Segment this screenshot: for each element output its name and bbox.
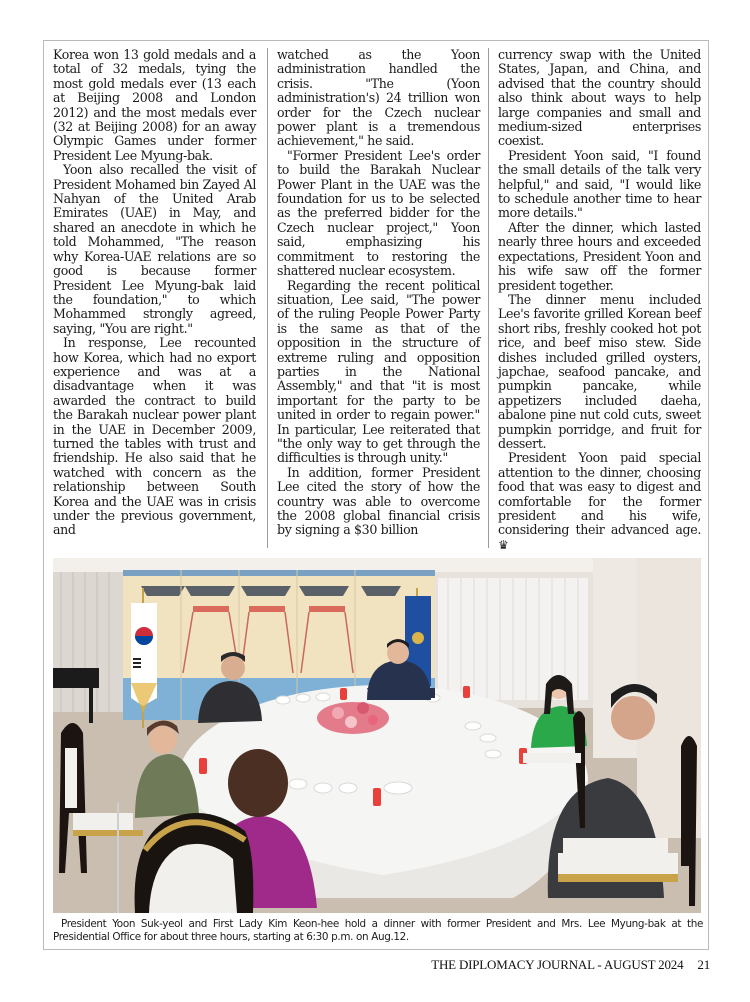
- article-frame: [43, 40, 709, 950]
- paragraph: The dinner menu included Lee's favorite grilled Korean beef short ribs, freshly cooked hot pot rice, and beef miso stew. Side dishes included grilled oysters, japchae, seafood pancake, and pumpkin pancake, while appetizers included daeha, abalone pine nut cold cuts, sweet pumpkin porridge, and fruit for dessert.: [498, 291, 701, 451]
- paragraph: watched as the Yoon administration handled the crisis. "The (Yoon administration's) 24 trillion won order for the Czech nuclear power plant is a tremendous achievement," he said.: [277, 47, 480, 149]
- paragraph: Korea won 13 gold medals and a total of 32 medals, tying the most gold medals ever (13 each at Beijing 2008 and London 2012) and the most medals ever (32 at Beijing 2008) for an away Olympic Games under former President Lee Myung-bak.: [53, 47, 256, 163]
- dinner-photo-illustration: [53, 558, 701, 913]
- page-footer: [431, 957, 710, 973]
- article-column-1: [53, 48, 256, 538]
- caption-line-2: Presidential Office for about three hours, starting at 6:30 p.m. on Aug.12.: [53, 930, 409, 943]
- paragraph: Regarding the recent political situation, Lee said, "The power of the ruling People Power Party is the same as that of the opposition in the structure of extreme ruling and opposition parties in the National Assembly," and that "it is most important for the party to be united in order to regain power." In particular, Lee reiterated that "the only way to get through the difficulties is through unity.": [277, 277, 480, 466]
- caption-line-1: President Yoon Suk-yeol and First Lady Kim Keon-hee hold a dinner with former President and Mrs. Lee Myung-bak at the: [61, 918, 703, 930]
- article-column-3: [498, 48, 701, 552]
- paragraph: In addition, former President Lee cited the story of how the country was able to overcome the 2008 global financial crisis by signing a $30 billion: [277, 464, 480, 538]
- paragraph-text: President Yoon paid special attention to the dinner, choosing food that was easy to digest and comfortable for the former president and his wife, considering their advanced age.: [498, 450, 701, 538]
- paragraph: currency swap with the United States, Japan, and China, and advised that the country should also think about ways to help large companies and small and medium-sized enterprises coexist.: [498, 47, 701, 149]
- article-column-2: [277, 48, 480, 538]
- photo-caption: [53, 918, 703, 943]
- page-number: 21: [697, 957, 710, 972]
- article-columns: [53, 47, 701, 552]
- column-divider: [488, 48, 489, 548]
- paragraph: President Yoon said, "I found the small details of the talk very helpful," and said, "I would like to schedule another time to hear more details.": [498, 147, 701, 221]
- paragraph: In response, Lee recounted how Korea, which had no export experience and was at a disadvantage when it was awarded the contract to build the Barakah nuclear power plant in the UAE in December 2009, turned the tables with trust and friendship. He also said that he watched with concern as the relationship between South Korea and the UAE was in crisis under the previous government, and: [53, 335, 256, 538]
- cane: [117, 803, 119, 913]
- paragraph: After the dinner, which lasted nearly three hours and exceeded expectations, President Yoon and his wife saw off the former president together.: [498, 219, 701, 293]
- paragraph: Yoon also recalled the visit of President Mohamed bin Zayed Al Nahyan of the United Arab Emirates (UAE) in May, and shared an anecdote in which he told Mohammed, "The reason why Korea-UAE relations are so good is because former President Lee Myung-bak laid the foundation," to which Mohammed strongly agreed, saying, "You are right.": [53, 162, 256, 336]
- paragraph: "Former President Lee's order to build the Barakah Nuclear Power Plant in the UAE was the foundation for us to be selected as the preferred bidder for the Czech nuclear project," Yoon said, emphasizing his commitment to restoring the shattered nuclear ecosystem.: [277, 147, 480, 279]
- paragraph: [498, 451, 701, 552]
- column-divider: [267, 48, 268, 548]
- curtain-left: [53, 572, 123, 712]
- end-mark-icon: ♛: [498, 537, 509, 552]
- dinner-photo: [53, 558, 701, 913]
- publication-name: THE DIPLOMACY JOURNAL - AUGUST 2024: [431, 957, 684, 972]
